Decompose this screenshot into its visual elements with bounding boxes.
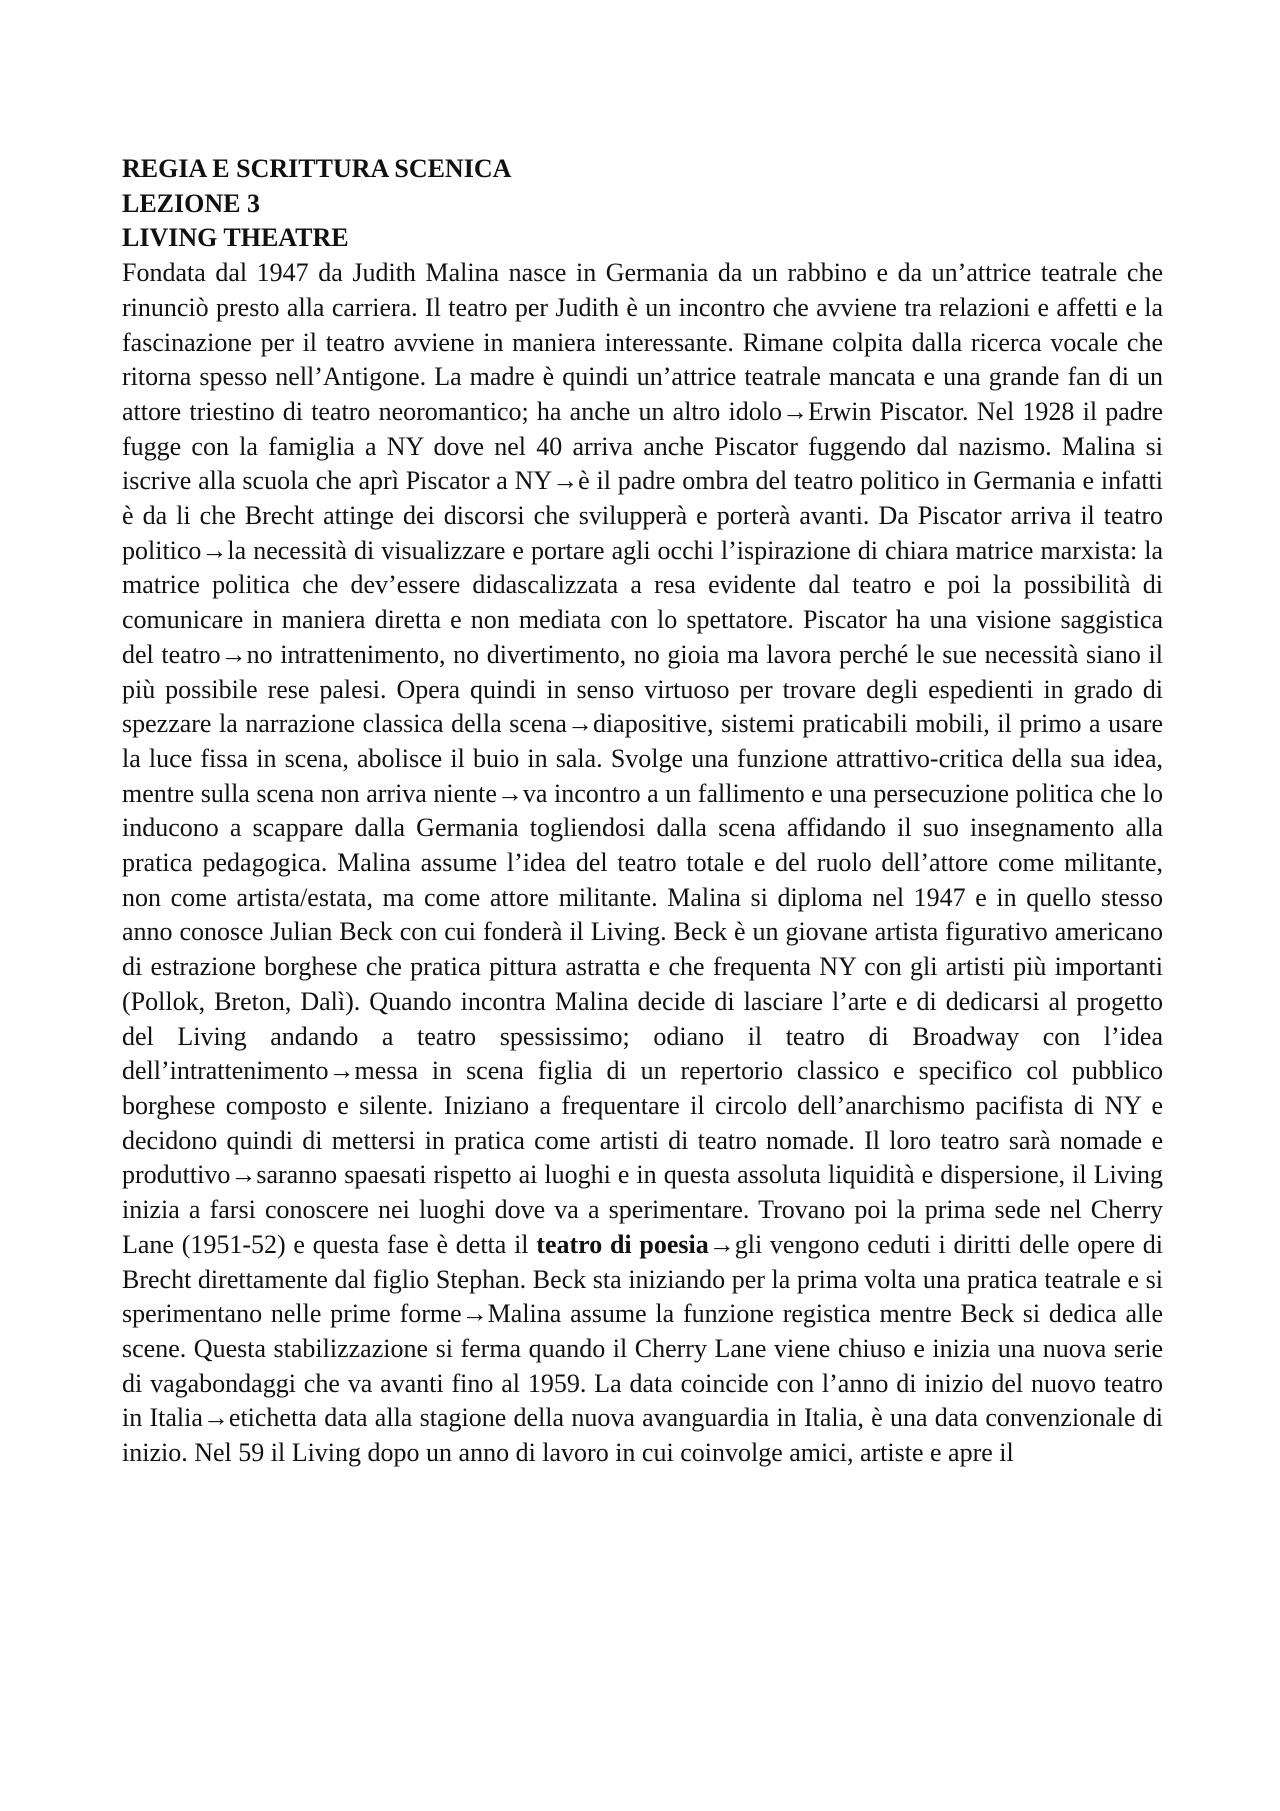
bold-term: teatro di poesia	[536, 1229, 709, 1259]
course-title: REGIA E SCRITTURA SCENICA	[122, 154, 512, 183]
lesson-title: LEZIONE 3	[122, 188, 260, 218]
document-content	[122, 152, 1163, 1471]
body-text-part-2: →gli vengono ceduti i diritti delle opere di Brecht direttamente dal figlio Stephan. Beck sta iniziando per la prima volta una pratica teatrale e si sperimentano nelle prime forme→Malina assume la funzione registica mentre Beck si dedica alle scene. Questa stabilizzazione si ferma quando il Cherry Lane viene chiuso e inizia una nuova serie di vagabondaggi che va avanti fino al 1959. La data coincide con l’anno di inizio del nuovo teatro in Italia→etichetta data alla stagione della nuova avanguardia in Italia, è una data convenzionale di inizio. Nel 59 il Living dopo un anno di lavoro in cui coinvolge amici, artiste e apre il	[122, 1229, 1163, 1468]
body-paragraph	[122, 256, 1163, 1471]
topic-title: LIVING THEATRE	[122, 223, 349, 253]
body-text-part-1: Fondata dal 1947 da Judith Malina nasce in Germania da un rabbino e da un’attrice teatrale che rinunciò presto alla carriera. Il teatro per Judith è un incontro che avviene tra relazioni e affetti e la fascinazione per il teatro avviene in maniera interessante. Rimane colpita dalla ricerca vocale che ritorna spesso nell’Antigone. La madre è quindi un’attrice teatrale mancata e una grande fan di un attore triestino di teatro neoromantico; ha anche un altro idolo→Erwin Piscator. Nel 1928 il padre fugge con la famiglia a NY dove nel 40 arriva anche Piscator fuggendo dal nazismo. Malina si iscrive alla scuola che aprì Piscator a NY→è il padre ombra del teatro politico in Germania e infatti è da li che Brecht attinge dei discorsi che svilupperà e porterà avanti. Da Piscator arriva il teatro politico→la necessità di visualizzare e portare agli occhi l’ispirazione di chiara matrice marxista: la matrice politica che dev’essere didascalizzata a resa evidente dal teatro e poi la possibilità di comunicare in maniera diretta e non mediata con lo spettatore. Piscator ha una visione saggistica del teatro→no intrattenimento, no divertimento, no gioia ma lavora perché le sue necessità siano il più possibile rese palesi. Opera quindi in senso virtuoso per trovare degli espedienti in grado di spezzare la narrazione classica della scena→diapositive, sistemi praticabili mobili, il primo a usare la luce fissa in scena, abolisce il buio in sala. Svolge una funzione attrattivo-critica della sua idea, mentre sulla scena non arriva niente→va incontro a un fallimento e una persecuzione politica che lo inducono a scappare dalla Germania togliendosi dalla scena affidando il suo insegnamento alla pratica pedagogica. Malina assume l’idea del teatro totale e del ruolo dell’attore come militante, non come artista/estata, ma come attore militante. Malina si diploma nel 1947 e in quello stesso anno conosce Julian Beck con cui fonderà il Living. Beck è un giovane artista figurativo americano di estrazione borghese che pratica pittura astratta e che frequenta NY con gli artisti più importanti (Pollok, Breton, Dalì). Quando incontra Malina decide di lasciare l’arte e di dedicarsi al progetto del Living andando a teatro spessissimo; odiano il teatro di Broadway con l’idea dell’intrattenimento→messa in scena figlia di un repertorio classico e specifico col pubblico borghese composto e silente. Iniziano a frequentare il circolo dell’anarchismo pacifista di NY e decidono quindi di mettersi in pratica come artisti di teatro nomade. Il loro teatro sarà nomade e produttivo→saranno spaesati rispetto ai luoghi e in questa assoluta liquidità e dispersione, il Living inizia a farsi conoscere nei luoghi dove va a sperimentare. Trovano poi la prima sede nel Cherry Lane (1951-52) e questa fase è detta il	[122, 258, 1163, 1259]
